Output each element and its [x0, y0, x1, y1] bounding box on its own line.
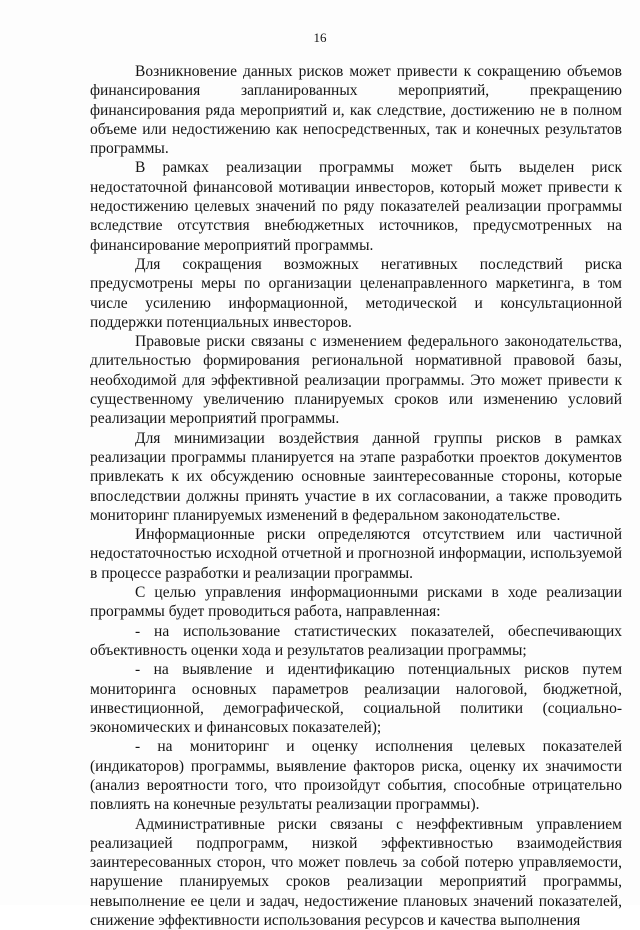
document-body: [90, 62, 622, 930]
paragraph: Правовые риски связаны с изменением федерального законодательства, длительностью формирования региональной нормативной правовой базы, необходимой для эффективной реализации программы. Это может привести к существенному увеличению планируемых сроков или изменению условий реализации мероприятий программы.: [90, 333, 622, 428]
paragraph: Для минимизации воздействия данной группы рисков в рамках реализации программы планируется на этапе разработки проектов документов привлекать к их обсуждению основные заинтересованные стороны, которые впоследствии должны принять участие в их согласовании, а также проводить мониторинг планируемых изменений в федеральном законодательстве.: [90, 429, 622, 524]
list-item: - на использование статистических показателей, обеспечивающих объективность оценки хода и результатов реализации программы;: [90, 622, 622, 659]
list-item: - на мониторинг и оценку исполнения целевых показателей (индикаторов) программы, выявление факторов риска, оценку их значимости (анализ вероятности того, что произойдут события, способные отрицательно повлиять на конечные результаты реализации программы).: [90, 738, 622, 814]
paragraph: С целью управления информационными рисками в ходе реализации программы будет проводиться работа, направленная:: [90, 584, 622, 621]
paragraph: Административные риски связаны с неэффективным управлением реализацией подпрограмм, низкой эффективностью взаимодействия заинтересованных сторон, что может повлечь за собой потерю управляемости, нарушение планируемых сроков реализации мероприятий программы, невыполнение ее цели и задач, недостижение плановых значений показателей, снижение эффективности использования ресурсов и качества выполнения: [90, 815, 622, 930]
page-number: 16: [313, 30, 327, 45]
paragraph: В рамках реализации программы может быть выделен риск недостаточной финансовой мотивации инвесторов, который может привести к недостижению целевых значений по ряду показателей реализации программы вследствие отсутствия внебюджетных источников, предусмотренных на финансирование мероприятий программы.: [90, 159, 622, 254]
paragraph: Возникновение данных рисков может привести к сокращению объемов финансирования запланированных мероприятий, прекращению финансирования ряда мероприятий и, как следствие, достижению не в полном объеме или недостижению как непосредственных, так и конечных результатов программы.: [90, 63, 622, 158]
paragraph: Для сокращения возможных негативных последствий риска предусмотрены меры по организации целенаправленного маркетинга, в том числе усилению информационной, методической и консультационной поддержки потенциальных инвесторов.: [90, 255, 622, 331]
list-item: - на выявление и идентификацию потенциальных рисков путем мониторинга основных параметров реализации налоговой, бюджетной, инвестиционной, демографической, социальной политики (социально-экономических и финансовых показателей);: [90, 661, 622, 737]
paragraph: Информационные риски определяются отсутствием или частичной недостаточностью исходной отчетной и прогнозной информации, используемой в процессе разработки и реализации программы.: [90, 526, 622, 582]
